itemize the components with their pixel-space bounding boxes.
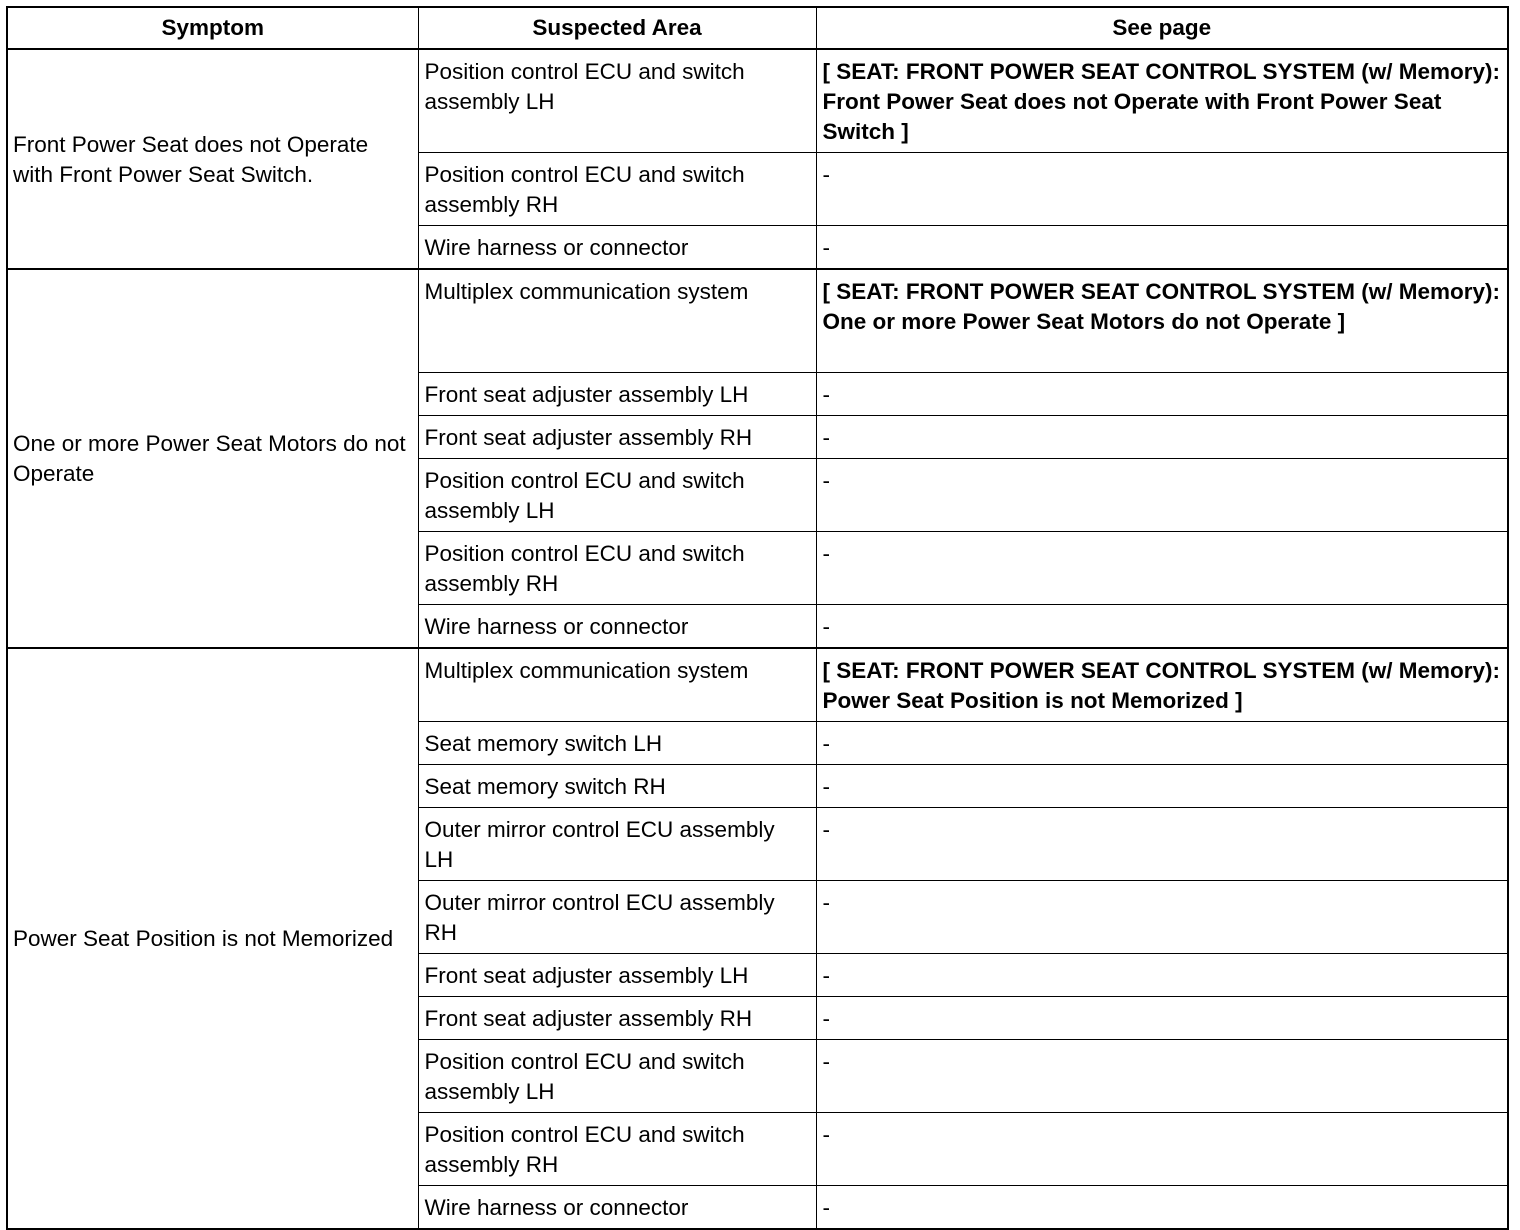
- see-page-cell: -: [816, 880, 1508, 953]
- see-page-cell: -: [816, 604, 1508, 648]
- suspected-area-cell: Front seat adjuster assembly LH: [418, 372, 816, 415]
- symptom-cell: One or more Power Seat Motors do not Operate: [7, 269, 418, 648]
- table-row: [7, 49, 1508, 153]
- see-page-cell: -: [816, 226, 1508, 270]
- suspected-area-cell: Front seat adjuster assembly RH: [418, 996, 816, 1039]
- symptom-cell: Front Power Seat does not Operate with Front Power Seat Switch.: [7, 49, 418, 269]
- suspected-area-cell: Seat memory switch LH: [418, 721, 816, 764]
- suspected-area-cell: Position control ECU and switch assembly LH: [418, 1039, 816, 1112]
- see-page-cell: -: [816, 415, 1508, 458]
- suspected-area-cell: Position control ECU and switch assembly LH: [418, 49, 816, 153]
- symptom-group-front-power-seat: [7, 49, 1508, 269]
- suspected-area-cell: Front seat adjuster assembly LH: [418, 953, 816, 996]
- symptom-cell: Power Seat Position is not Memorized: [7, 648, 418, 1229]
- see-page-cell: -: [816, 153, 1508, 226]
- see-page-link[interactable]: [ SEAT: FRONT POWER SEAT CONTROL SYSTEM (w/ Memory): One or more Power Seat Motors do not Operate ]: [816, 269, 1508, 372]
- suspected-area-cell: Wire harness or connector: [418, 1185, 816, 1229]
- suspected-area-cell: Multiplex communication system: [418, 648, 816, 722]
- table-row: [7, 269, 1508, 372]
- see-page-cell: -: [816, 721, 1508, 764]
- suspected-area-cell: Multiplex communication system: [418, 269, 816, 372]
- symptom-header: Symptom: [7, 7, 418, 49]
- see-page-cell: -: [816, 372, 1508, 415]
- see-page-cell: -: [816, 996, 1508, 1039]
- see-page-link[interactable]: [ SEAT: FRONT POWER SEAT CONTROL SYSTEM (w/ Memory): Front Power Seat does not Operate with Front Power Seat Switch ]: [816, 49, 1508, 153]
- suspected-area-cell: Seat memory switch RH: [418, 764, 816, 807]
- suspected-area-cell: Wire harness or connector: [418, 604, 816, 648]
- see-page-header: See page: [816, 7, 1508, 49]
- table-row: [7, 648, 1508, 722]
- see-page-cell: -: [816, 1185, 1508, 1229]
- see-page-cell: -: [816, 807, 1508, 880]
- troubleshooting-table: [6, 6, 1509, 1230]
- suspected-area-cell: Front seat adjuster assembly RH: [418, 415, 816, 458]
- see-page-cell: -: [816, 1112, 1508, 1185]
- suspected-area-cell: Wire harness or connector: [418, 226, 816, 270]
- suspected-area-cell: Outer mirror control ECU assembly LH: [418, 807, 816, 880]
- header-row: [7, 7, 1508, 49]
- suspected-area-header: Suspected Area: [418, 7, 816, 49]
- symptom-group-seat-position-memory: [7, 648, 1508, 1229]
- see-page-cell: -: [816, 953, 1508, 996]
- symptom-group-power-seat-motors: [7, 269, 1508, 648]
- suspected-area-cell: Position control ECU and switch assembly RH: [418, 1112, 816, 1185]
- suspected-area-cell: Position control ECU and switch assembly LH: [418, 458, 816, 531]
- suspected-area-cell: Position control ECU and switch assembly RH: [418, 153, 816, 226]
- see-page-cell: -: [816, 458, 1508, 531]
- suspected-area-cell: Position control ECU and switch assembly RH: [418, 531, 816, 604]
- see-page-link[interactable]: [ SEAT: FRONT POWER SEAT CONTROL SYSTEM (w/ Memory): Power Seat Position is not Memorized ]: [816, 648, 1508, 722]
- see-page-cell: -: [816, 764, 1508, 807]
- see-page-cell: -: [816, 531, 1508, 604]
- see-page-cell: -: [816, 1039, 1508, 1112]
- suspected-area-cell: Outer mirror control ECU assembly RH: [418, 880, 816, 953]
